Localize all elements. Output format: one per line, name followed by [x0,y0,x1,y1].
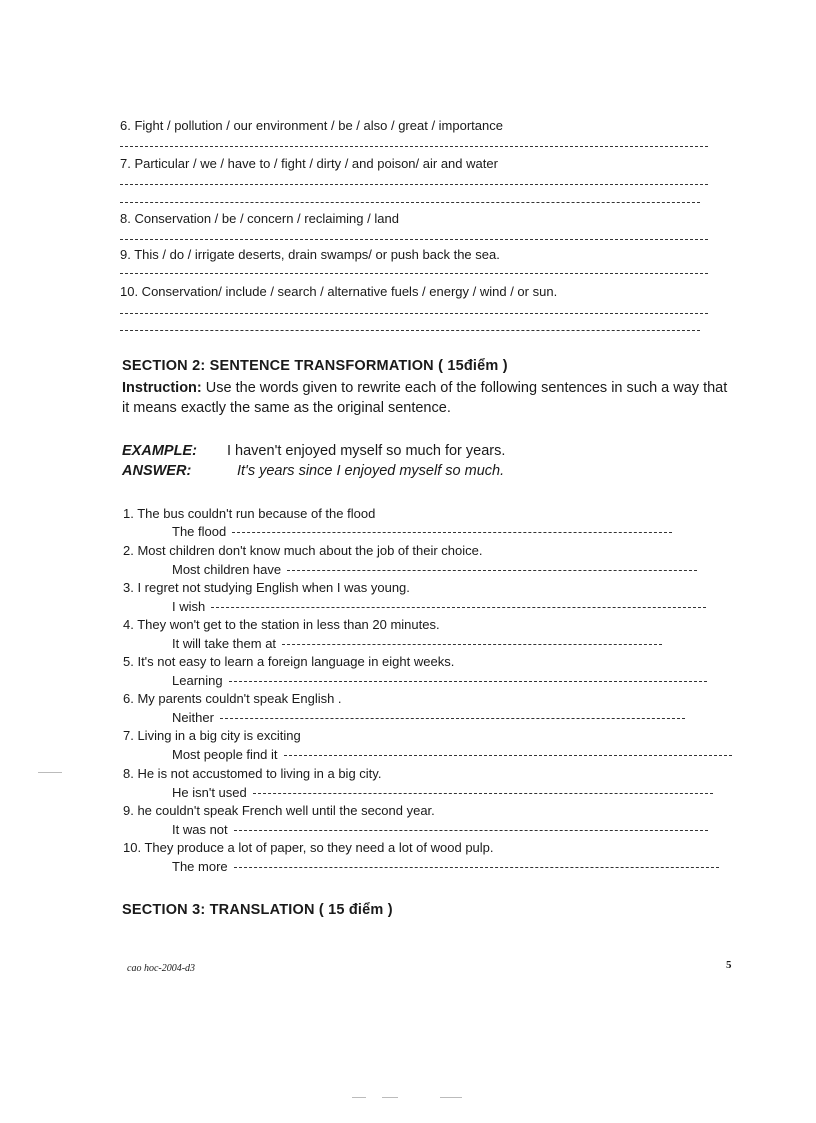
item-9: 9. This / do / irrigate deserts, drain swamps/ or push back the sea. [120,247,500,262]
lead-5 [172,673,707,689]
lead-1 [172,524,672,540]
lead-6 [172,710,685,726]
question-7: 7. Living in a big city is exciting [123,728,301,743]
section-3-title: SECTION 3: TRANSLATION ( 15 điểm ) [122,902,393,918]
page-number: 5 [726,959,732,971]
instruction-label: Instruction: [122,380,202,396]
answer-line [120,330,700,331]
scan-speck [382,1097,398,1098]
scan-speck [440,1097,462,1098]
footer-code: cao hoc-2004-d3 [127,963,196,974]
lead-7 [172,747,732,763]
question-1: 1. The bus couldn't run because of the flood [123,506,376,521]
answer-blank [287,570,697,571]
answer-line [120,273,708,274]
lead-9 [172,822,708,838]
question-5: 5. It's not easy to learn a foreign language in eight weeks. [123,654,455,669]
answer-blank [234,830,708,831]
answer-blank [234,867,719,868]
answer-blank [282,644,662,645]
section-2-title: SECTION 2: SENTENCE TRANSFORMATION ( 15điểm ) [122,358,508,374]
question-2: 2. Most children don't know much about the job of their choice. [123,543,483,558]
example-label: EXAMPLE: [122,443,197,459]
lead-text: Most people find it [172,747,278,762]
lead-2 [172,562,697,578]
lead-text: The flood [172,524,227,539]
question-10: 10. They produce a lot of paper, so they need a lot of wood pulp. [123,840,494,855]
lead-text: He isn't used [172,785,247,800]
lead-8 [172,785,713,801]
lead-3 [172,599,706,615]
lead-text: It will take them at [172,636,277,651]
lead-text: The more [172,859,228,874]
answer-label: ANSWER: [122,463,192,479]
lead-text: Neither [172,710,214,725]
question-3: 3. I regret not studying English when I was young. [123,580,410,595]
lead-text: Learning [172,673,223,688]
item-10: 10. Conservation/ include / search / alternative fuels / energy / wind / or sun. [120,284,558,299]
item-7: 7. Particular / we / have to / fight / dirty / and poison/ air and water [120,156,498,171]
item-6: 6. Fight / pollution / our environment / be / also / great / importance [120,118,503,133]
answer-line [120,184,708,185]
scan-speck [38,772,62,773]
answer-blank [229,681,707,682]
answer-line [120,202,700,203]
scan-speck [352,1097,366,1098]
lead-10 [172,859,719,875]
answer-line [120,313,708,314]
answer-blank [211,607,706,608]
question-6: 6. My parents couldn't speak English . [123,691,342,706]
answer-blank [232,532,672,533]
question-8: 8. He is not accustomed to living in a big city. [123,766,382,781]
answer-blank [284,755,732,756]
lead-text: I wish [172,599,206,614]
item-8: 8. Conservation / be / concern / reclaiming / land [120,211,399,226]
answer-blank [253,793,713,794]
lead-4 [172,636,662,652]
question-9: 9. he couldn't speak French well until the second year. [123,803,435,818]
lead-text: It was not [172,822,228,837]
section-2-instruction [122,378,732,418]
instruction-text: Use the words given to rewrite each of the following sentences in such a way that it means exactly the same as the original sentence. [122,380,728,416]
answer-text: It's years since I enjoyed myself so much. [237,463,505,479]
question-4: 4. They won't get to the station in less than 20 minutes. [123,617,440,632]
answer-line [120,239,708,240]
answer-line [120,146,708,147]
lead-text: Most children have [172,562,282,577]
example-text: I haven't enjoyed myself so much for years. [227,443,506,459]
answer-blank [220,718,685,719]
